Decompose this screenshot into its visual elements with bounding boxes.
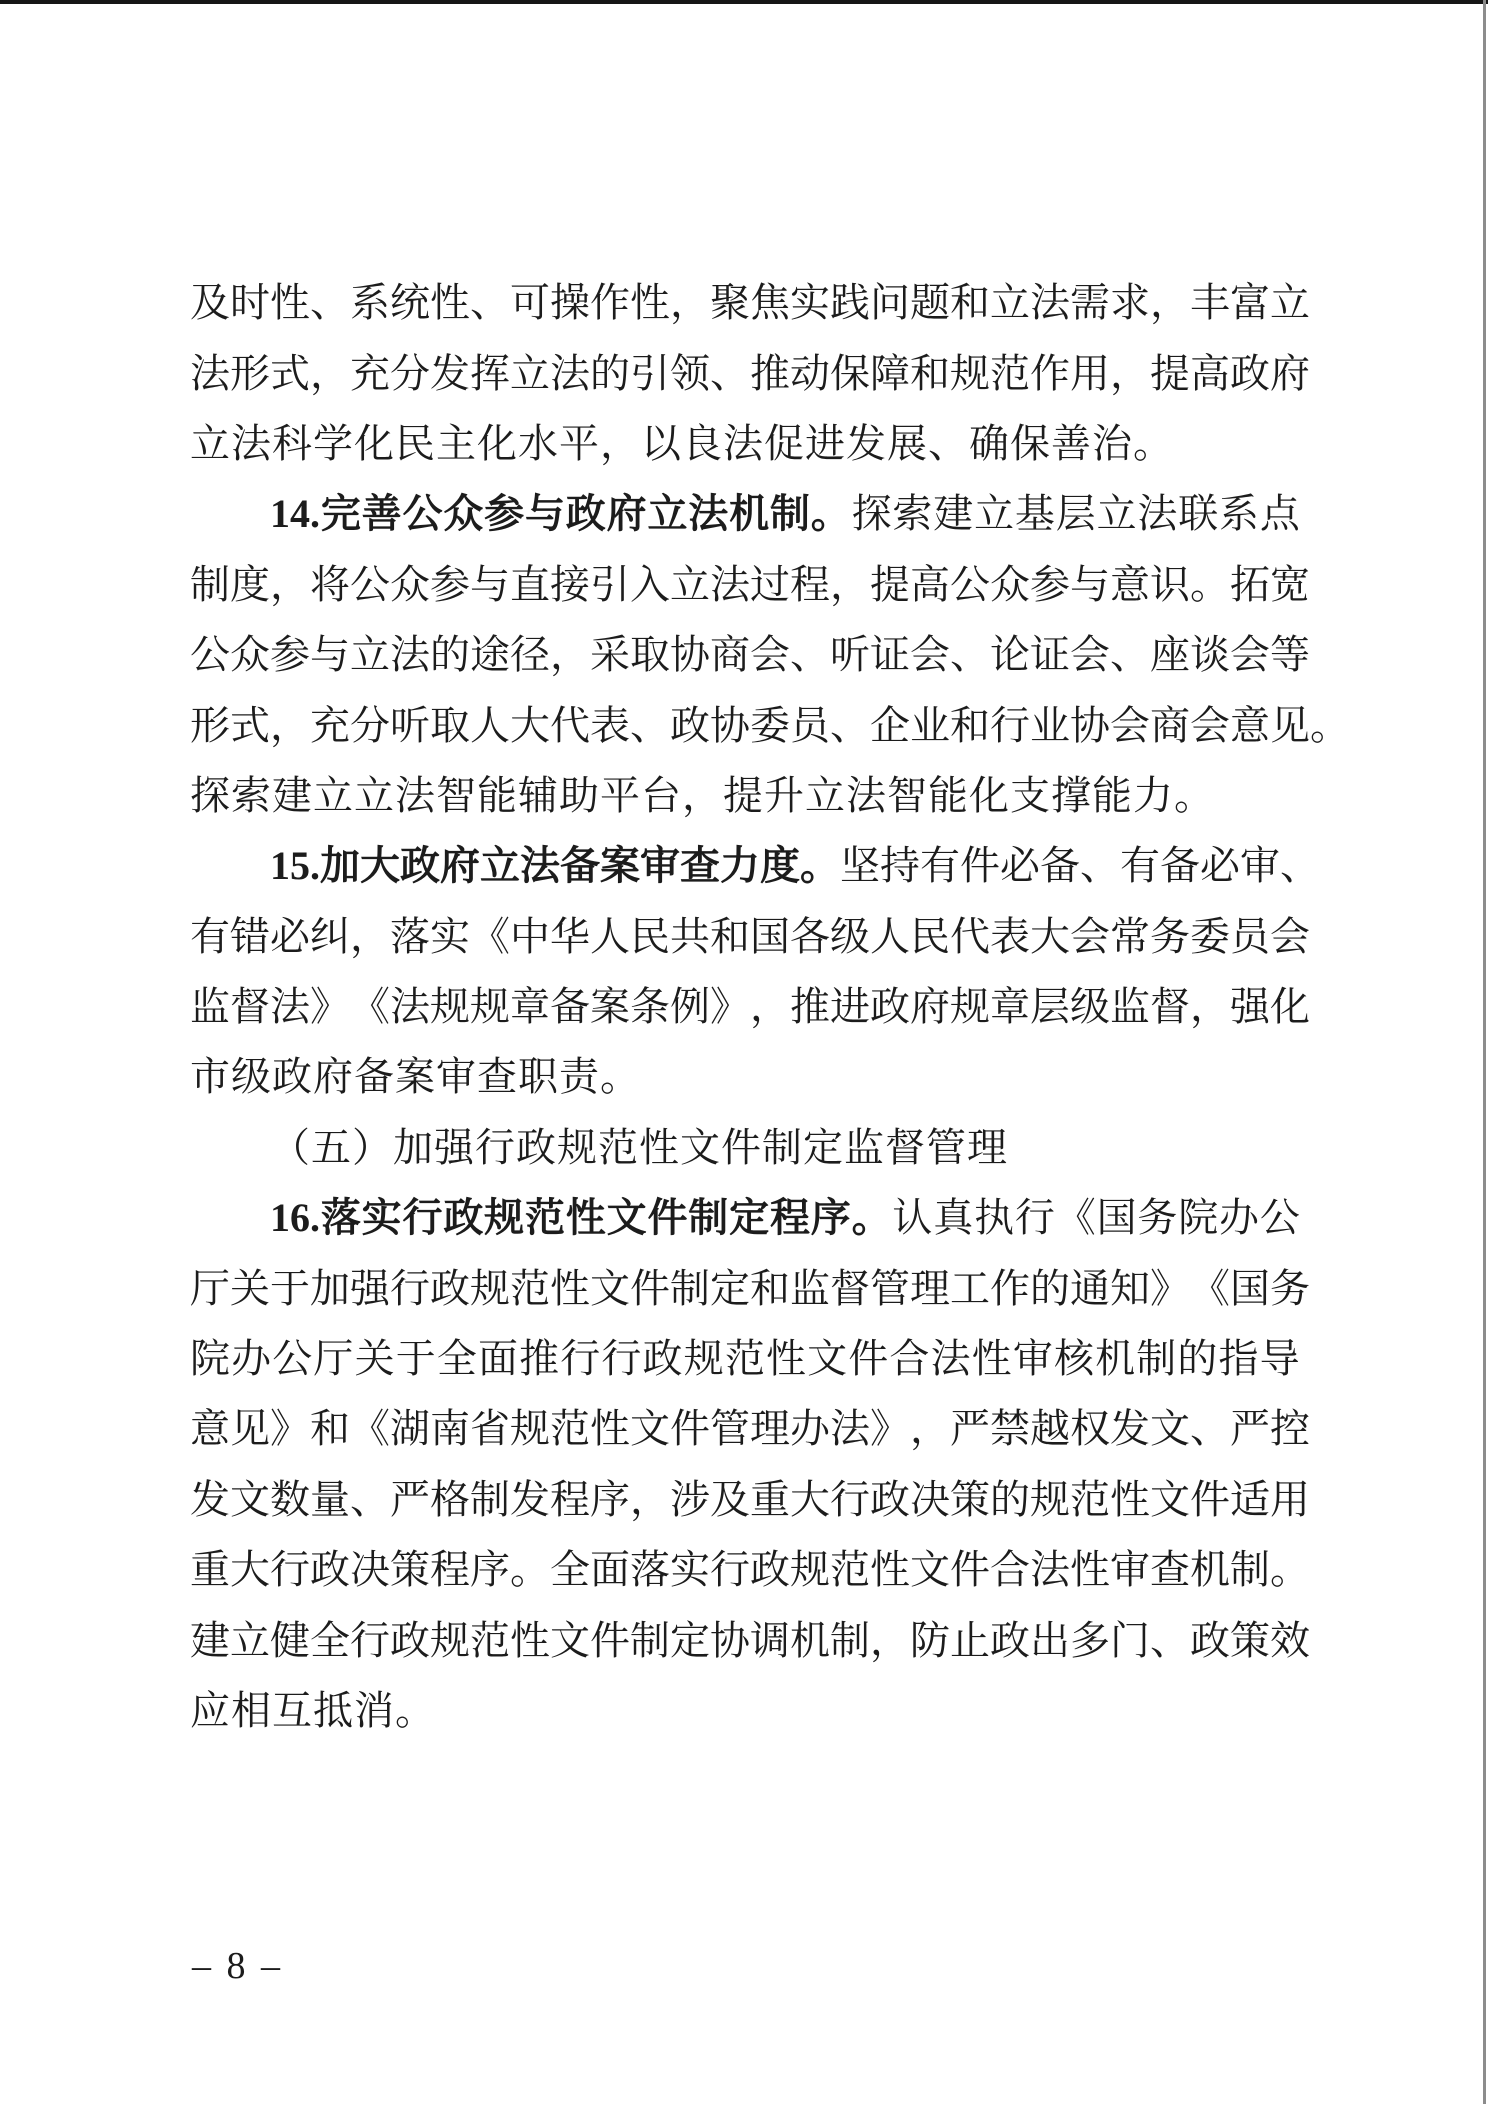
text-line: 形 式 ， 充 分 听 取 人 大 代 表 、 政 协 委 员 、 企 业 和 行 业 协 会 商 会 意 见 。: [190, 702, 1350, 748]
text-line: 意 见 》 和 《 湖 南 省 规 范 性 文 件 管 理 办 法 》 ， 严 禁 越 权 发 文 、 严 控: [190, 1406, 1310, 1452]
text-line: 法 形 式 ， 充 分 发 挥 立 法 的 引 领 、 推 动 保 障 和 规 范 作 用 ， 提 高 政 府: [190, 350, 1310, 396]
text-line: 重 大 行 政 决 策 程 序 。 全 面 落 实 行 政 规 范 性 文 件 合 法 性 审 查 机 制 。: [190, 1547, 1310, 1593]
text-line: 应相互抵消。: [190, 1687, 436, 1733]
text-block: [190, 268, 1350, 1746]
text-line: 及 时 性 、 系 统 性 、 可 操 作 性 ， 聚 焦 实 践 问 题 和 立 法 需 求 ， 丰 富 立: [190, 280, 1310, 326]
page-number: – 8 –: [192, 1945, 283, 1987]
scan-right-edge-line: [1483, 0, 1486, 2104]
text-line: 15. 加 大 政 府 立 法 备 案 审 查 力 度 。 坚 持 有 件 必 备 、 有 备 必 审 、: [270, 843, 1320, 889]
text-line: 14. 完 善 公 众 参 与 政 府 立 法 机 制 。 探 索 建 立 基 层 立 法 联 系 点: [270, 491, 1300, 537]
text-line: 公 众 参 与 立 法 的 途 径 ， 采 取 协 商 会 、 听 证 会 、 论 证 会 、 座 谈 会 等: [190, 632, 1310, 678]
text-line: 厅 关 于 加 强 行 政 规 范 性 文 件 制 定 和 监 督 管 理 工 作 的 通 知 》 《 国 务: [190, 1265, 1310, 1311]
text-line: 市级政府备案审查职责。: [190, 1054, 641, 1100]
scan-top-edge-line: [0, 0, 1488, 4]
text-line: 16. 落 实 行 政 规 范 性 文 件 制 定 程 序 。 认 真 执 行 《 国 务 院 办 公: [270, 1195, 1300, 1241]
text-line: 有 错 必 纠 ， 落 实 《 中 华 人 民 共 和 国 各 级 人 民 代 表 大 会 常 务 委 员 会: [190, 913, 1310, 959]
text-line: 立法科学化民主化水平，以良法促进发展、确保善治。: [190, 420, 1174, 466]
text-line: 院 办 公 厅 关 于 全 面 推 行 行 政 规 范 性 文 件 合 法 性 审 核 机 制 的 指 导: [190, 1336, 1300, 1382]
text-line: 建 立 健 全 行 政 规 范 性 文 件 制 定 协 调 机 制 ， 防 止 政 出 多 门 、 政 策 效: [190, 1617, 1310, 1663]
text-line: 探索建立立法智能辅助平台，提升立法智能化支撑能力。: [190, 772, 1215, 818]
text-line: （五）加强行政规范性文件制定监督管理: [270, 1124, 1008, 1170]
text-line: 发 文 数 量 、 严 格 制 发 程 序 ， 涉 及 重 大 行 政 决 策 的 规 范 性 文 件 适 用: [190, 1476, 1310, 1522]
text-line: 制 度 ， 将 公 众 参 与 直 接 引 入 立 法 过 程 ， 提 高 公 众 参 与 意 识 。 拓 宽: [190, 561, 1310, 607]
text-line: 监 督 法 》 《 法 规 规 章 备 案 条 例 》 ， 推 进 政 府 规 章 层 级 监 督 ， 强 化: [190, 984, 1310, 1030]
